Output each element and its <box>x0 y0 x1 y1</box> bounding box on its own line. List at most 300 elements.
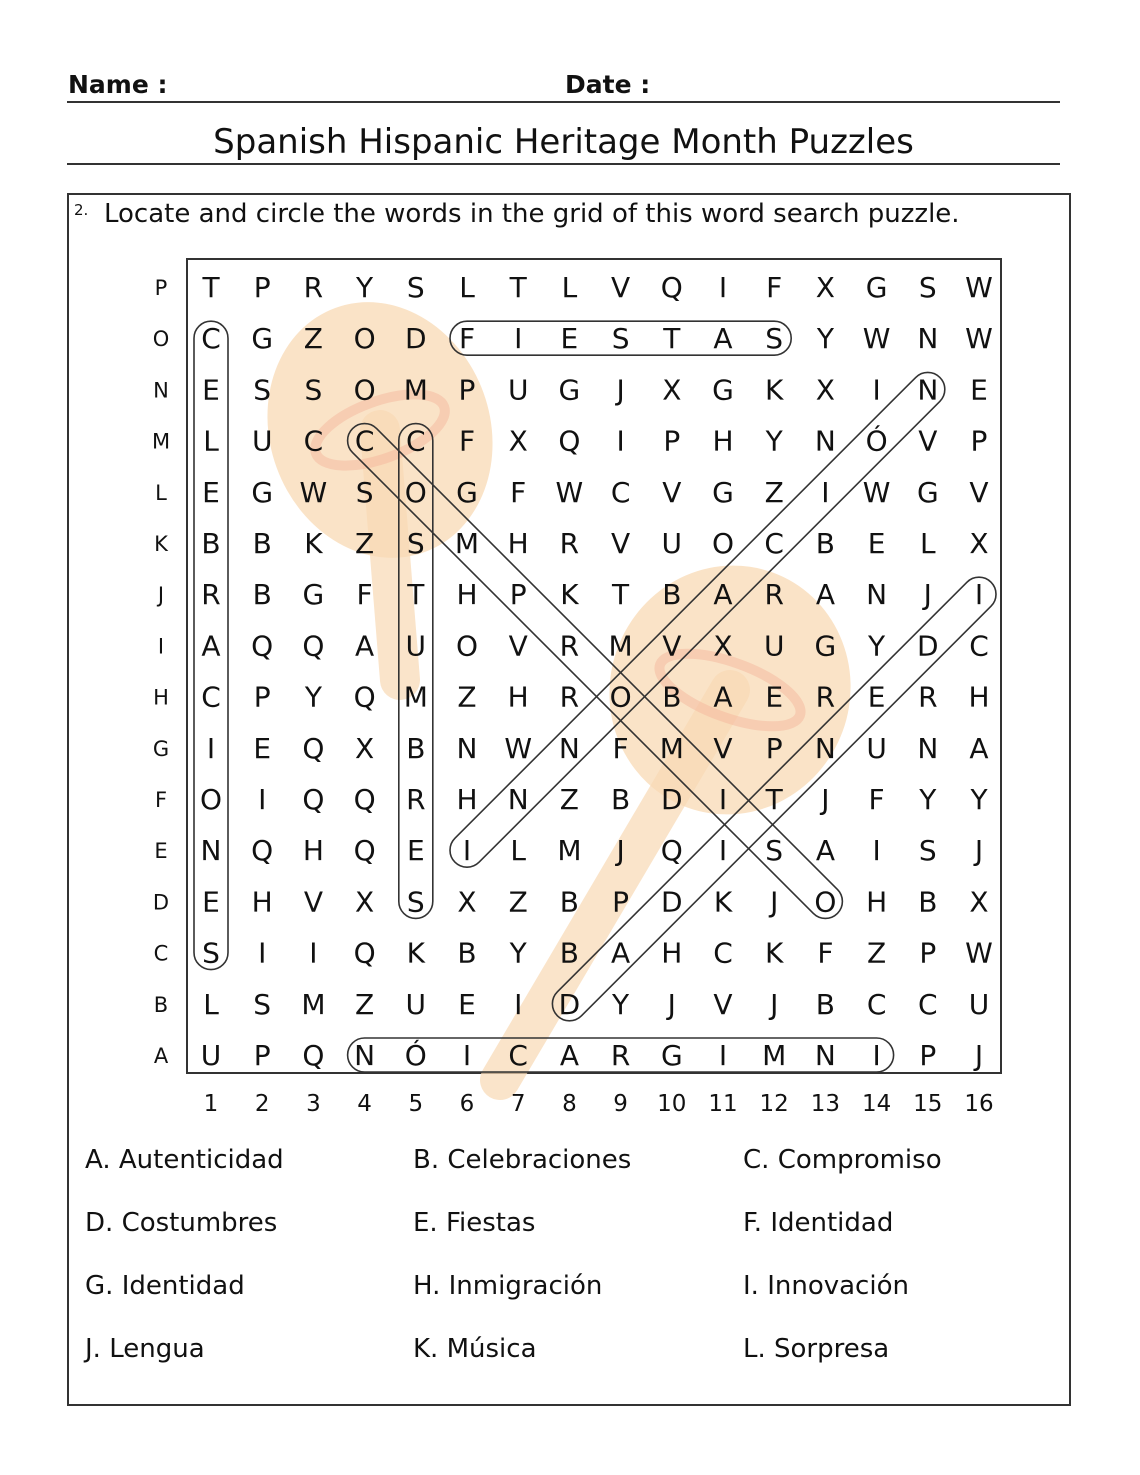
grid-letter: W <box>965 936 993 970</box>
grid-letter: M <box>659 731 684 765</box>
grid-letter: B <box>457 936 477 970</box>
grid-letter: N <box>507 783 529 816</box>
grid-letter: M <box>403 680 428 714</box>
grid-letter: R <box>815 680 836 714</box>
grid-letter: N <box>354 1039 376 1072</box>
grid-letter: Z <box>355 987 375 1021</box>
grid-letter: Y <box>765 424 783 458</box>
grid-letter: Z <box>764 475 784 509</box>
word-text: Celebraciones <box>447 1145 632 1175</box>
grid-letter: S <box>406 527 425 560</box>
grid-letter: J <box>821 783 830 816</box>
grid-letter: W <box>965 322 993 356</box>
grid-letter: K <box>304 527 323 560</box>
grid-letter: T <box>407 578 425 612</box>
grid-letter: E <box>406 834 425 868</box>
grid-letter: S <box>918 271 937 304</box>
word-list-item <box>85 1271 245 1301</box>
grid-letter: I <box>718 271 728 304</box>
grid-letter: E <box>867 527 886 560</box>
grid-letter: N <box>200 834 222 868</box>
grid-letter: V <box>662 475 682 509</box>
grid-letter: W <box>299 475 328 509</box>
grid-letter: R <box>764 578 784 612</box>
grid-letter: L <box>459 271 475 304</box>
grid-letter: G <box>712 373 734 407</box>
grid-letter: Q <box>251 629 274 663</box>
grid-letter: Y <box>509 936 527 970</box>
grid-letter: Q <box>353 783 376 816</box>
grid-letter: I <box>821 475 830 509</box>
row-label: I <box>157 634 165 659</box>
row-label: N <box>153 378 169 403</box>
grid-letter: N <box>558 731 580 765</box>
grid-letter: H <box>302 834 324 868</box>
word-text: Identidad <box>121 1271 245 1301</box>
grid-letter: A <box>201 629 221 663</box>
grid-letter: S <box>355 475 374 509</box>
grid-letter: C <box>610 475 631 509</box>
grid-letter: I <box>872 373 881 407</box>
grid-letter: Z <box>303 322 323 356</box>
grid-letter: B <box>662 578 682 612</box>
grid-letter: F <box>458 322 476 356</box>
grid-letter: Ó <box>404 1039 427 1072</box>
column-label: 15 <box>913 1091 943 1117</box>
column-label: 13 <box>810 1091 841 1117</box>
word-letter: A. <box>85 1145 119 1175</box>
grid-letter: H <box>456 783 478 816</box>
column-label: 5 <box>408 1091 424 1117</box>
grid-letter: J <box>667 987 676 1021</box>
column-label: 2 <box>254 1091 270 1117</box>
word-text: Lengua <box>109 1334 205 1364</box>
column-label: 6 <box>459 1091 475 1117</box>
grid-letter: Q <box>353 936 376 970</box>
word-letter: B. <box>413 1145 448 1175</box>
grid-letter: I <box>514 322 523 356</box>
grid-letter: P <box>919 936 937 970</box>
column-label: 10 <box>657 1091 687 1117</box>
grid-letter: O <box>814 885 837 919</box>
grid-letter: Q <box>353 834 376 868</box>
word-list-item <box>413 1271 602 1301</box>
grid-letter: X <box>457 885 477 919</box>
grid-letter: H <box>712 424 734 458</box>
grid-letter: N <box>814 424 836 458</box>
instruction-text: Locate and circle the words in the grid of this word search puzzle. <box>104 199 960 229</box>
grid-letter: N <box>814 731 836 765</box>
grid-letter: C <box>866 987 887 1021</box>
grid-letter: S <box>611 322 630 356</box>
grid-letter: D <box>661 885 683 919</box>
row-label: C <box>153 941 169 966</box>
grid-letter: S <box>765 834 784 868</box>
word-text: Innovación <box>767 1271 909 1301</box>
grid-letter: M <box>762 1039 787 1072</box>
grid-letter: L <box>919 527 936 560</box>
column-label: 11 <box>708 1091 738 1117</box>
grid-letter: T <box>509 271 527 304</box>
grid-letter: J <box>616 834 625 868</box>
grid-letter: K <box>765 936 784 970</box>
grid-letter: R <box>406 783 426 816</box>
grid-letter: V <box>969 475 989 509</box>
word-list-item <box>743 1145 942 1175</box>
grid-letter: T <box>202 271 220 304</box>
grid-letter: R <box>559 629 580 663</box>
grid-letter: X <box>355 731 375 765</box>
grid-letter: W <box>965 271 993 304</box>
grid-letter: F <box>458 424 476 458</box>
grid-letter: W <box>862 322 891 356</box>
word-list-item <box>413 1334 537 1364</box>
grid-letter: I <box>872 834 881 868</box>
grid-letter: I <box>462 834 472 868</box>
grid-letter: C <box>508 1039 528 1072</box>
grid-letter: X <box>815 373 835 407</box>
grid-letter: Y <box>304 680 322 714</box>
row-label: P <box>154 276 168 300</box>
grid-letter: D <box>558 987 581 1021</box>
row-label: M <box>151 429 171 454</box>
grid-letter: W <box>862 475 891 509</box>
word-list-item <box>85 1208 277 1238</box>
grid-letter: G <box>814 629 837 663</box>
grid-letter: P <box>970 424 988 458</box>
grid-letter: H <box>456 578 478 612</box>
grid-letter: F <box>766 271 783 304</box>
word-text: Música <box>446 1334 537 1364</box>
row-label: D <box>152 890 170 915</box>
grid-letter: I <box>258 936 267 970</box>
grid-letter: I <box>974 578 984 612</box>
column-label: 4 <box>357 1091 372 1117</box>
word-list-item <box>743 1334 889 1364</box>
word-letter: C. <box>743 1145 778 1175</box>
grid-letter: A <box>815 578 835 612</box>
grid-letter: J <box>770 987 779 1021</box>
grid-letter: V <box>662 629 682 663</box>
grid-letter: U <box>661 527 683 560</box>
grid-letter: V <box>508 629 528 663</box>
row-label: H <box>153 685 169 710</box>
grid-letter: G <box>302 578 325 612</box>
grid-letter: E <box>458 987 476 1021</box>
grid-letter: C <box>918 987 938 1021</box>
grid-letter: Y <box>612 987 630 1021</box>
grid-letter: F <box>356 578 373 612</box>
grid-letter: M <box>608 629 633 663</box>
grid-letter: B <box>662 680 682 714</box>
grid-letter: Q <box>660 271 683 304</box>
grid-letter: Z <box>355 527 375 560</box>
word-letter: G. <box>85 1271 122 1301</box>
row-label: B <box>153 992 169 1017</box>
grid-letter: B <box>815 527 836 560</box>
grid-letter: K <box>406 936 425 970</box>
grid-letter: O <box>711 527 735 560</box>
grid-letter: F <box>510 475 527 509</box>
grid-letter: Y <box>356 271 374 304</box>
grid-letter: G <box>456 475 478 509</box>
grid-letter: G <box>660 1039 683 1072</box>
grid-letter: E <box>560 322 579 356</box>
grid-letter: H <box>866 885 888 919</box>
grid-letter: K <box>560 578 579 612</box>
grid-letter: B <box>252 527 272 560</box>
word-letter: K. <box>413 1334 447 1364</box>
grid-letter: Z <box>867 936 887 970</box>
column-label: 12 <box>759 1091 789 1117</box>
grid-letter: V <box>918 424 938 458</box>
grid-letter: N <box>866 578 888 612</box>
grid-letter: Y <box>970 783 988 816</box>
grid-letter: A <box>815 834 835 868</box>
grid-letter: P <box>253 271 271 304</box>
grid-letter: C <box>201 322 221 356</box>
grid-letter: Q <box>302 731 325 765</box>
grid-letter: J <box>616 373 625 407</box>
grid-letter: R <box>201 578 221 612</box>
grid-letter: G <box>865 271 888 304</box>
grid-letter: A <box>355 629 375 663</box>
row-label: K <box>154 532 168 556</box>
grid-letter: L <box>203 987 219 1021</box>
grid-letter: C <box>713 936 733 970</box>
word-list-item <box>743 1271 909 1301</box>
grid-letter: Y <box>816 322 834 356</box>
grid-letter: C <box>969 629 989 663</box>
grid-letter: W <box>504 731 533 765</box>
grid-letter: A <box>969 731 989 765</box>
grid-letter: D <box>405 322 427 356</box>
grid-letter: E <box>765 680 784 714</box>
word-letter: H. <box>413 1271 449 1301</box>
grid-letter: G <box>712 475 734 509</box>
grid-letter: E <box>202 475 220 509</box>
grid-letter: Y <box>868 629 886 663</box>
grid-letter: I <box>462 1039 472 1072</box>
grid-letter: C <box>303 424 324 458</box>
column-label: 14 <box>861 1091 892 1117</box>
word-letter: D. <box>85 1208 122 1238</box>
grid-letter: S <box>406 885 425 919</box>
grid-letter: L <box>561 271 578 304</box>
column-label: 16 <box>964 1091 994 1117</box>
grid-letter: J <box>974 1039 984 1072</box>
grid-letter: X <box>969 885 989 919</box>
grid-letter: B <box>559 936 580 970</box>
word-text: Sorpresa <box>774 1334 890 1364</box>
grid-letter: F <box>868 783 885 816</box>
grid-letter: L <box>203 424 219 458</box>
grid-letter: M <box>403 373 428 407</box>
grid-letter: I <box>616 424 625 458</box>
grid-letter: S <box>253 373 272 407</box>
grid-letter: K <box>713 885 733 919</box>
grid-letter: R <box>610 1039 631 1072</box>
grid-letter: V <box>713 731 733 765</box>
grid-letter: U <box>968 987 990 1021</box>
grid-letter: F <box>612 731 629 765</box>
column-label: 3 <box>306 1091 321 1117</box>
word-text: Autenticidad <box>118 1145 284 1175</box>
word-text: Inmigración <box>448 1271 603 1301</box>
grid-letter: V <box>713 987 733 1021</box>
grid-letter: P <box>509 578 527 612</box>
grid-letter: E <box>970 373 988 407</box>
grid-letter: Ó <box>865 424 888 458</box>
grid-letter: Q <box>660 834 683 868</box>
grid-letter: Q <box>302 1039 325 1072</box>
word-list-item <box>413 1208 535 1238</box>
grid-letter: U <box>405 629 427 663</box>
grid-letter: V <box>611 527 631 560</box>
grid-letter: X <box>969 527 989 560</box>
grid-letter: K <box>765 373 784 407</box>
grid-letter: P <box>458 373 476 407</box>
grid-letter: U <box>251 424 273 458</box>
grid-letter: P <box>765 731 783 765</box>
word-text: Fiestas <box>445 1208 536 1238</box>
grid-letter: U <box>866 731 887 765</box>
grid-letter: M <box>301 987 326 1021</box>
grid-letter: N <box>917 731 939 765</box>
grid-letter: B <box>252 578 272 612</box>
row-label: L <box>155 480 167 505</box>
grid-letter: F <box>817 936 834 970</box>
row-label: A <box>153 1044 169 1068</box>
grid-letter: S <box>765 322 784 356</box>
grid-letter: O <box>199 783 223 816</box>
grid-letter: H <box>968 680 990 714</box>
grid-letter: R <box>559 680 580 714</box>
grid-letter: T <box>765 783 783 816</box>
grid-letter: Y <box>919 783 937 816</box>
grid-letter: O <box>353 373 376 407</box>
row-label: J <box>157 583 165 608</box>
grid-letter: Q <box>353 680 376 714</box>
column-label: 7 <box>510 1091 526 1117</box>
grid-letter: O <box>404 475 427 509</box>
grid-letter: Q <box>251 834 274 868</box>
grid-letter: N <box>917 322 939 356</box>
grid-letter: Q <box>302 783 325 816</box>
grid-letter: E <box>867 680 886 714</box>
grid-letter: D <box>917 629 939 663</box>
grid-letter: T <box>663 322 681 356</box>
row-label: O <box>152 327 170 352</box>
grid-letter: Z <box>508 885 528 919</box>
grid-letter: J <box>923 578 932 612</box>
grid-letter: B <box>815 987 836 1021</box>
word-list-item <box>85 1145 284 1175</box>
grid-letter: X <box>815 271 835 304</box>
grid-letter: Z <box>559 783 579 816</box>
grid-letter: U <box>200 1039 222 1072</box>
grid-letter: U <box>763 629 785 663</box>
word-letter: F. <box>743 1208 771 1238</box>
grid-letter: P <box>253 1039 271 1072</box>
column-label: 1 <box>203 1091 219 1117</box>
grid-letter: I <box>514 987 523 1021</box>
grid-letter: M <box>557 834 582 868</box>
grid-letter: A <box>713 578 733 612</box>
word-letter: L. <box>743 1334 775 1364</box>
grid-letter: C <box>354 424 375 458</box>
grid-letter: B <box>406 731 426 765</box>
grid-letter: P <box>253 680 271 714</box>
grid-letter: D <box>661 783 683 816</box>
row-label: F <box>154 788 168 812</box>
word-letter: E. <box>413 1208 446 1238</box>
grid-letter: V <box>303 885 323 919</box>
grid-letter: P <box>919 1039 937 1072</box>
date-label: Date : <box>565 70 651 99</box>
grid-letter: U <box>405 987 427 1021</box>
grid-letter: T <box>612 578 630 612</box>
grid-letter: A <box>559 1039 579 1072</box>
grid-letter: G <box>251 322 274 356</box>
grid-letter: R <box>559 527 580 560</box>
grid-letter: I <box>309 936 318 970</box>
grid-letter: V <box>611 271 631 304</box>
grid-letter: A <box>713 322 733 356</box>
word-letter: J. <box>85 1334 110 1364</box>
grid-letter: E <box>202 885 220 919</box>
grid-letter: B <box>610 783 631 816</box>
question-number: 2. <box>74 201 89 219</box>
word-list-item <box>413 1145 631 1175</box>
grid-letter: H <box>507 680 529 714</box>
grid-letter: J <box>974 834 984 868</box>
grid-letter: P <box>612 885 630 919</box>
column-label: 9 <box>613 1091 628 1117</box>
grid-letter: W <box>555 475 584 509</box>
grid-letter: Q <box>558 424 581 458</box>
grid-letter: N <box>456 731 478 765</box>
grid-letter: Z <box>457 680 477 714</box>
grid-letter: A <box>713 680 733 714</box>
grid-letter: C <box>406 424 426 458</box>
word-list-item <box>85 1334 205 1364</box>
grid-letter: H <box>661 936 683 970</box>
grid-letter: N <box>814 1039 836 1072</box>
grid-letter: I <box>206 731 216 765</box>
grid-letter: H <box>251 885 273 919</box>
grid-letter: I <box>258 783 267 816</box>
name-label: Name : <box>68 70 168 99</box>
grid-letter: O <box>455 629 479 663</box>
grid-letter: S <box>253 987 272 1021</box>
grid-letter: A <box>611 936 631 970</box>
grid-letter: U <box>507 373 529 407</box>
grid-letter: L <box>510 834 527 868</box>
grid-letter: Q <box>302 629 325 663</box>
word-text: Identidad <box>770 1208 894 1238</box>
grid-letter: I <box>718 1039 728 1072</box>
grid-letter: N <box>917 373 939 407</box>
grid-letter: X <box>662 373 682 407</box>
row-label: G <box>152 736 170 761</box>
grid-letter: I <box>872 1039 881 1072</box>
grid-letter: B <box>201 527 221 560</box>
grid-letter: J <box>770 885 779 919</box>
grid-letter: C <box>201 680 221 714</box>
word-letter: I. <box>743 1271 768 1301</box>
grid-letter: E <box>253 731 272 765</box>
